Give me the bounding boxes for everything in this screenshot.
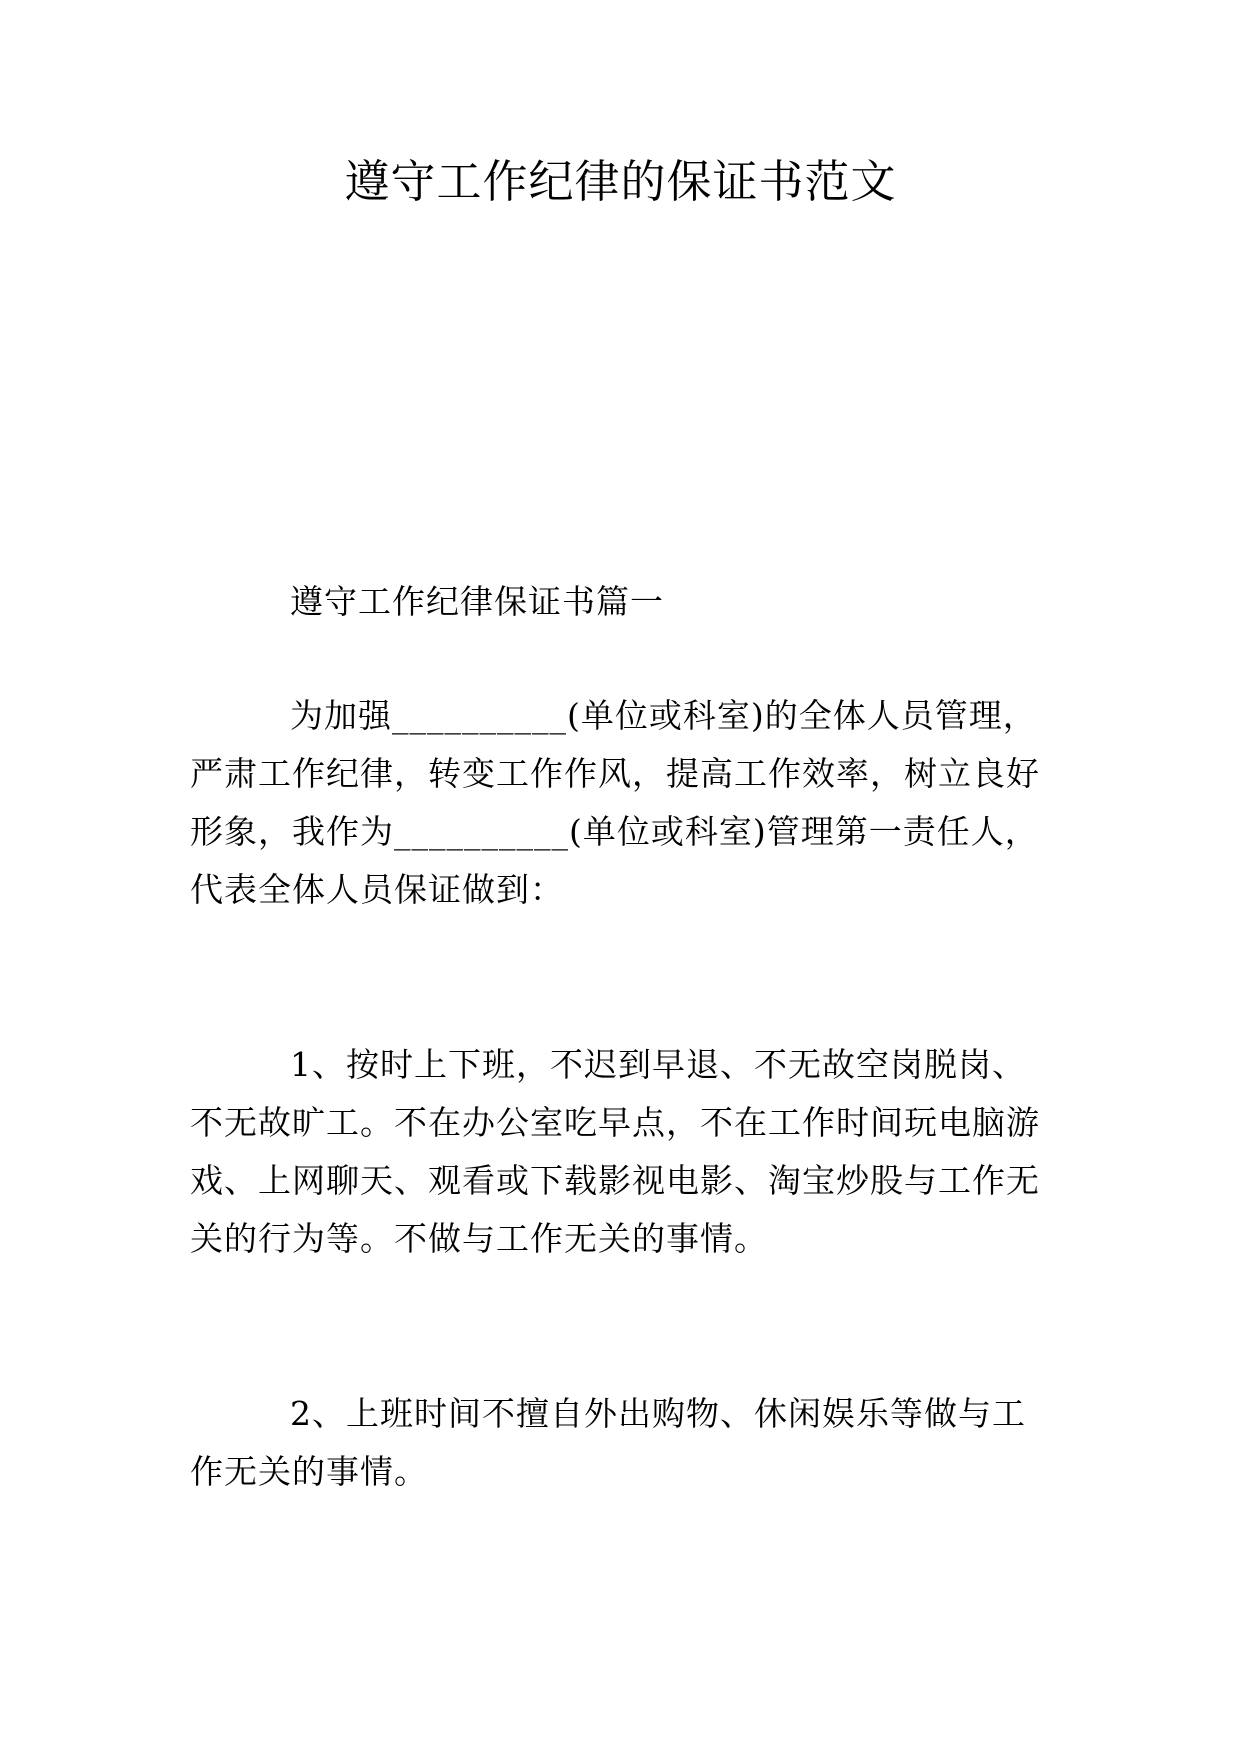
section-heading: 遵守工作纪律保证书篇一	[290, 582, 664, 621]
rule-item-1: 1、按时上下班，不迟到早退、不无故空岗脱岗、不无故旷工。不在办公室吃早点，不在工作时间玩电脑游戏、上网聊天、观看或下载影视电影、淘宝炒股与工作无关的行为等。不做与工作无关的事情。	[190, 1045, 1040, 1258]
document-title: 遵守工作纪律的保证书范文	[344, 155, 897, 208]
intro-paragraph: 为加强__________(单位或科室)的全体人员管理，严肃工作纪律，转变工作作风，提高工作效率，树立良好形象，我作为__________(单位或科室)管理第一责任人，代表全体人员保证做到：	[190, 696, 1040, 909]
rule-item-2: 2、上班时间不擅自外出购物、休闲娱乐等做与工作无关的事情。	[190, 1394, 1026, 1491]
